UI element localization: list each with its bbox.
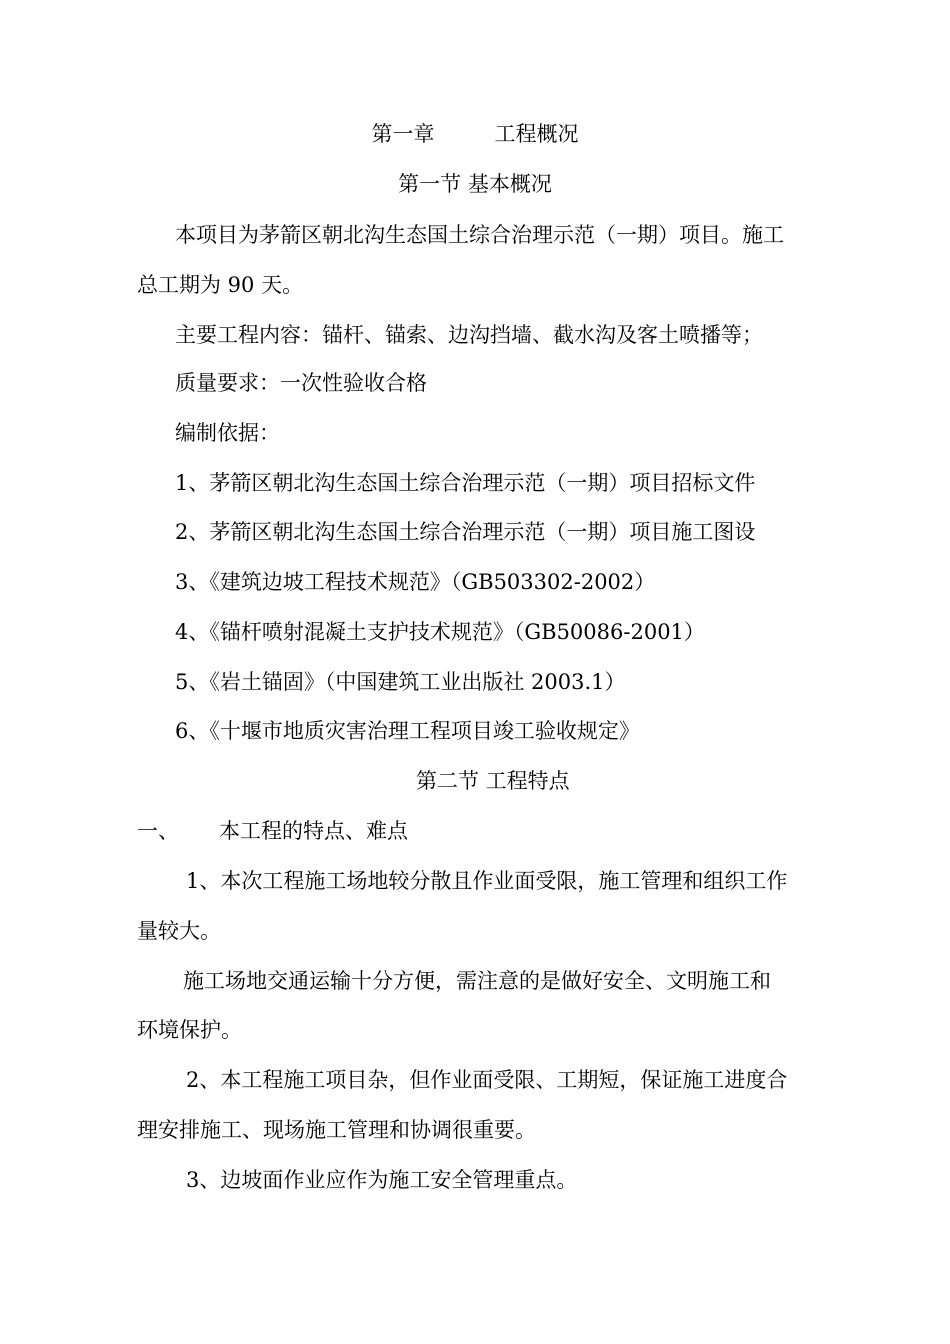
chapter-label: 第一章 [371, 122, 435, 146]
main-content: 主要工程内容：锚杆、锚索、边沟挡墙、截水沟及客土喷播等； [175, 323, 763, 347]
quality-requirement: 质量要求：一次性验收合格 [175, 371, 427, 395]
paragraph-4: 3、边坡面作业应作为施工安全管理重点。 [186, 1168, 578, 1192]
basis-item: 5、《岩土锚固》（中国建筑工业出版社 2003.1） [175, 670, 626, 694]
intro-line-1: 本项目为茅箭区朝北沟生态国土综合治理示范（一期）项目。施工 [175, 223, 784, 247]
basis-item: 1、茅箭区朝北沟生态国土综合治理示范（一期）项目招标文件 [175, 471, 756, 495]
chapter-heading [0, 120, 950, 148]
basis-heading: 编制依据： [175, 421, 280, 445]
paragraph-2-line-1: 施工场地交通运输十分方便，需注意的是做好安全、文明施工和 [183, 969, 771, 993]
chapter-title: 工程概况 [494, 122, 579, 146]
paragraph-3-line-1: 2、本工程施工项目杂，但作业面受限、工期短，保证施工进度合 [186, 1068, 788, 1092]
subheading-number: 一、 [137, 819, 179, 843]
paragraph-1-line-2: 量较大。 [137, 919, 221, 943]
section2-title: 第二节 工程特点 [416, 769, 570, 793]
paragraph-2-line-2: 环境保护。 [137, 1018, 242, 1042]
basis-item: 6、《十堰市地质灾害治理工程项目竣工验收规定》 [175, 719, 640, 743]
intro-line-2: 总工期为 90 天。 [137, 273, 304, 297]
basis-item: 4、《锚杆喷射混凝土支护技术规范》（GB50086-2001） [175, 620, 705, 644]
section1-title: 第一节 基本概况 [398, 172, 552, 196]
basis-item: 2、茅箭区朝北沟生态国土综合治理示范（一期）项目施工图设 [175, 520, 756, 544]
subheading-title: 本工程的特点、难点 [219, 819, 408, 843]
paragraph-1-line-1: 1、本次工程施工场地较分散且作业面受限，施工管理和组织工作 [186, 869, 788, 893]
basis-item: 3、《建筑边坡工程技术规范》（GB503302-2002） [175, 570, 656, 594]
paragraph-3-line-2: 理安排施工、现场施工管理和协调很重要。 [137, 1118, 536, 1142]
subheading [137, 817, 408, 845]
